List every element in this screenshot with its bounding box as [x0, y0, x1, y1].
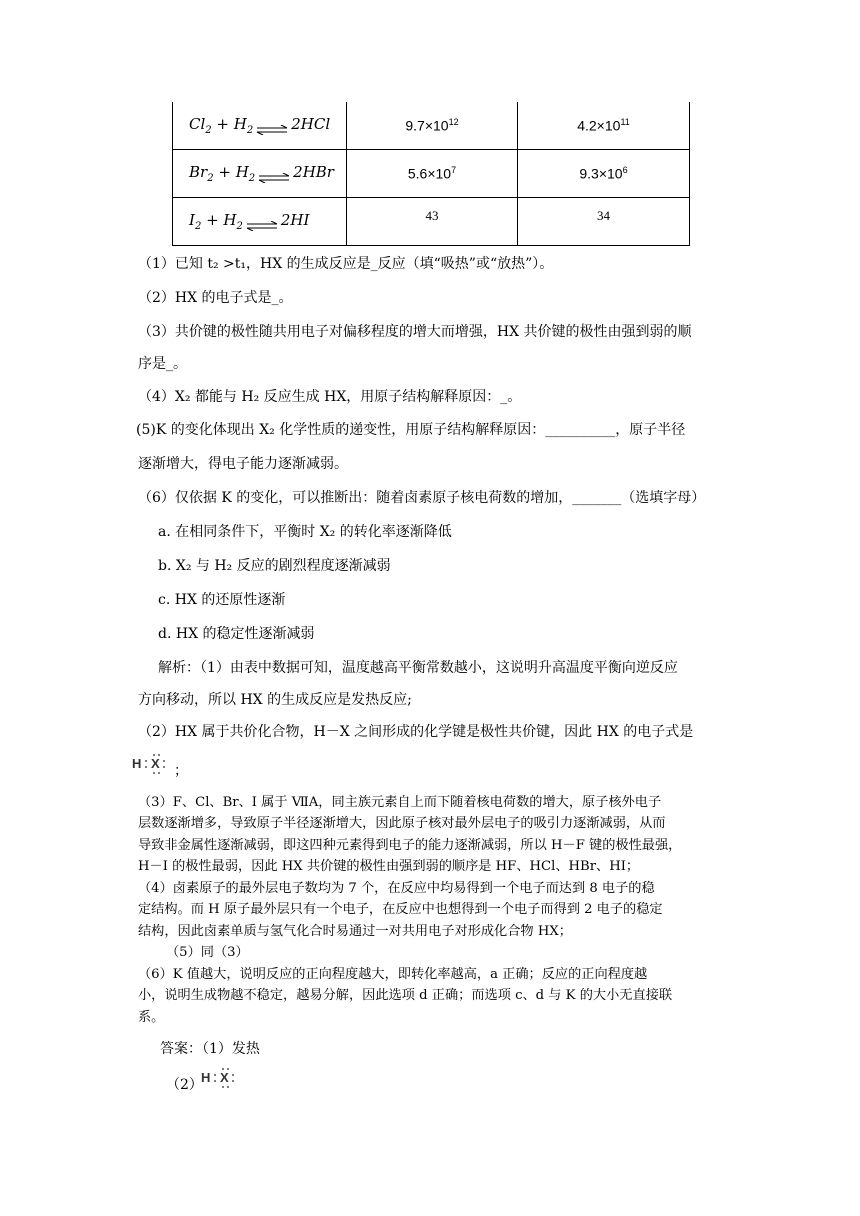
equilibrium-arrow-icon	[258, 173, 290, 183]
table-row	[173, 198, 689, 246]
analysis-3-line2: 层数逐渐增多，导致原子半径逐渐增大，因此原子核对最外层电子的吸引力逐渐减弱，从而	[138, 816, 666, 831]
analysis-4-line2: 定结构。而 H 原子最外层只有一个电子，在反应中也想得到一个电子而得到 2 电子的稳定	[138, 902, 663, 917]
analysis-4-line1: （4）卤素原子的最外层电子数均为 7 个，在反应中均易得到一个电子而达到 8 电子的稳	[138, 881, 655, 896]
k-value-t2: 34	[597, 208, 610, 223]
analysis-2-line1: （2）HX 属于共价化合物，H－X 之间形成的化学键是极性共价键，因此 HX 的电子式是	[138, 724, 694, 740]
analysis-4-line3: 结构，因此卤素单质与氢气化合时易通过一对共用电子对形成化合物 HX；	[138, 924, 572, 939]
analysis-6-line2: 小，说明生成物越不稳定，越易分解，因此选项 d 正确；而选项 c、d 与 K 的大小无直接联	[138, 988, 673, 1003]
question-2: （2）HX 的电子式是_。	[138, 290, 293, 306]
reaction-equation: $Br_2 + H_2$ 2HBr	[173, 150, 347, 197]
option-d: d. HX 的稳定性逐渐减弱	[158, 626, 315, 642]
question-6: （6）仅依据 K 的变化，可以推断出：随着卤素原子核电荷数的增加，_______（选填字母）	[138, 490, 706, 506]
analysis-1-line2: 方向移动，所以 HX 的生成反应是发热反应;	[138, 692, 412, 708]
question-5-line1: (5)K 的变化体现出 X₂ 化学性质的递变性，用原子结构解释原因：__________，原子半径	[136, 422, 686, 438]
option-a: a. 在相同条件下，平衡时 X₂ 的转化率逐渐降低	[158, 524, 452, 540]
question-1: （1）已知 t₂ >t₁，HX 的生成反应是_反应（填“吸热”或“放热”）。	[138, 256, 554, 272]
analysis-6-line1: （6）K 值越大，说明反应的正向程度越大，即转化率越高，a 正确；反应的正向程度越	[138, 967, 648, 982]
analysis-5: （5）同（3）	[166, 945, 249, 960]
k-value-t1: $9.7\times 10^{12}$	[347, 102, 518, 149]
electron-formula-hx: H X	[132, 754, 176, 774]
analysis-3-line4: H－I 的极性最弱，因此 HX 共价键的极性由强到弱的顺序是 HF、HCl、HBr、HI；	[138, 859, 640, 874]
analysis-3-line3: 导致非金属性逐渐减弱，即这四种元素得到电子的能力逐渐减弱，所以 H－F 键的极性最强，	[138, 838, 682, 853]
table-row	[173, 150, 689, 198]
answer-1: 答案：（1）发热	[160, 1041, 260, 1057]
analysis-3-line1: （3）F、Cl、Br、I 属于 ⅦA，同主族元素自上而下随着核电荷数的增大，原子核外电子	[138, 795, 662, 810]
k-value-t2: $9.3\times 10^6$	[579, 165, 628, 182]
k-value-t1: 43	[347, 198, 518, 245]
analysis-6-line3: 系。	[138, 1010, 165, 1025]
electron-formula-hx-answer: H X	[201, 1068, 245, 1088]
reaction-equation: $I_2 + H_2$ 2HI	[173, 198, 347, 245]
question-5-line2: 逐渐增大，得电子能力逐渐减弱。	[138, 456, 348, 472]
question-3-line1: （3）共价键的极性随共用电子对偏移程度的增大而增强，HX 共价键的极性由强到弱的顺	[138, 324, 692, 340]
answer-2: （2）	[166, 1077, 203, 1093]
question-4: （4）X₂ 都能与 H₂ 反应生成 HX，用原子结构解释原因：_。	[138, 389, 522, 405]
option-c: c. HX 的还原性逐渐	[158, 592, 286, 608]
k-value-t2: $4.2\times 10^{11}$	[577, 117, 630, 134]
equilibrium-constant-table	[172, 102, 690, 246]
k-value-t1: $5.6\times 10^7$	[347, 150, 518, 197]
analysis-2-line2: ；	[174, 763, 188, 779]
question-3-line2: 序是_。	[138, 356, 187, 372]
reaction-equation: $Cl_2 + H_2$ 2HCl	[173, 102, 347, 149]
table-row	[173, 102, 689, 150]
option-b: b. X₂ 与 H₂ 反应的剧烈程度逐渐减弱	[158, 558, 391, 574]
equilibrium-arrow-icon	[256, 125, 288, 135]
analysis-1-line1: 解析：（1）由表中数据可知，温度越高平衡常数越小，这说明升高温度平衡向逆反应	[158, 660, 678, 676]
equilibrium-arrow-icon	[246, 221, 278, 231]
